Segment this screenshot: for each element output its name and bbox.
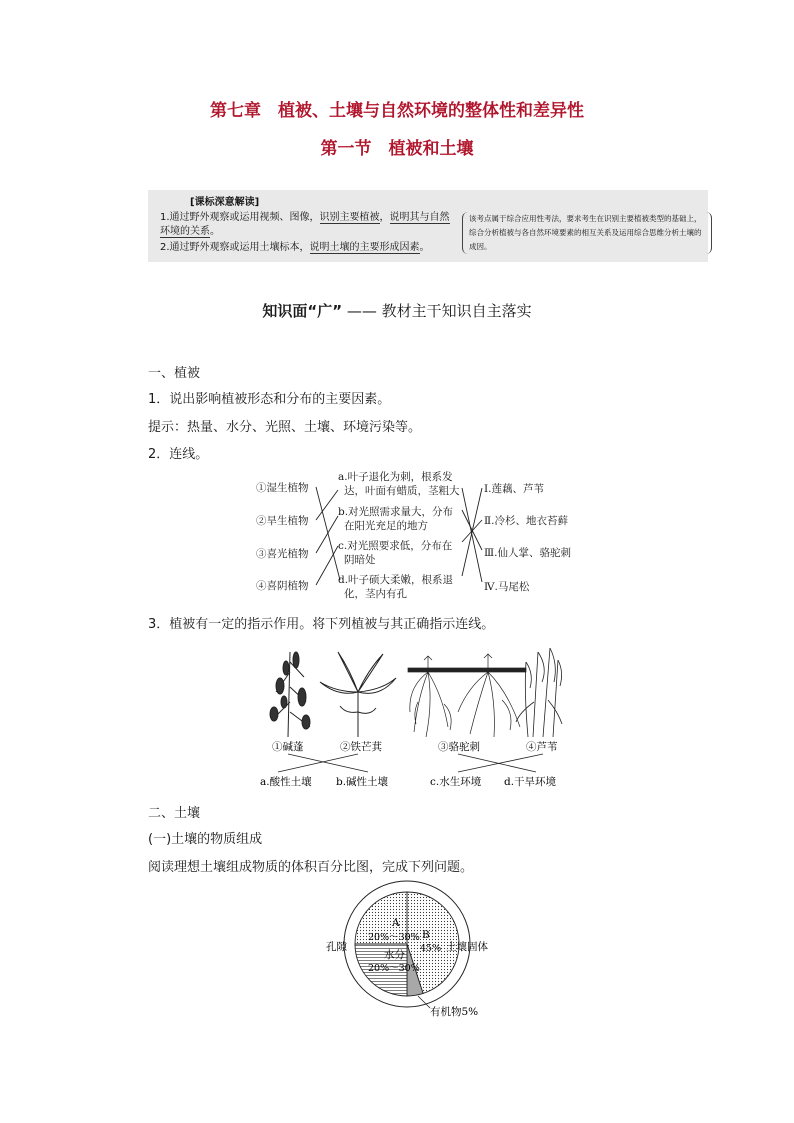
plant-label-3: ③骆驼刺 — [438, 741, 480, 753]
section-heading-rest: 教材主干知识自主落实 — [381, 302, 532, 320]
standards-tag: [课标深意解读] — [190, 197, 260, 208]
standard-2-end: 。 — [419, 242, 430, 253]
match-line-3 — [316, 516, 338, 553]
indicator-line-1 — [288, 754, 368, 772]
section-heading-bold: 知识面“广” — [262, 302, 343, 320]
standard-2-key: 说明土壤的主要形成因素 — [309, 242, 420, 253]
match-mid-b-1: b.对光照需求量大，分布 — [338, 506, 454, 518]
match-left-2: ②旱生植物 — [256, 515, 309, 527]
pie-label-a: A — [392, 917, 400, 929]
indicator-line-2 — [278, 754, 358, 772]
match-line-2 — [316, 490, 338, 520]
pie-outer-label-pores: 孔隙 — [326, 941, 347, 953]
standard-item-1 — [160, 211, 450, 239]
part2-subheading: (一)土壤的物质组成 — [148, 832, 263, 847]
standard-item-2 — [160, 241, 450, 255]
indicator-lines — [278, 754, 543, 772]
pie-label-a-value: 20%～30% — [368, 932, 420, 943]
part2-instruction: 阅读理想土壤组成物质的体积百分比图，完成下列问题。 — [148, 860, 474, 875]
pie-label-b-value: 45% — [420, 943, 442, 954]
plant-illustrations — [258, 642, 568, 792]
match-mid-c-2: 阴暗处 — [344, 554, 376, 566]
plant-3-illustration — [408, 654, 526, 737]
indicator-label-c: c.水生环境 — [430, 776, 482, 788]
standard-1-text: 1.通过野外观察或运用视频、图像， — [160, 212, 320, 223]
plant-label-1: ①碱蓬 — [272, 741, 304, 753]
match-mid-a-2: 达，叶面有蜡质，茎粗大 — [344, 485, 460, 497]
standard-2-text: 2.通过野外观察或运用土壤标本， — [160, 242, 310, 253]
pie-label-water-value: 20%～30% — [368, 963, 420, 974]
plant-label-4: ④芦苇 — [526, 741, 558, 753]
plant-2-illustration — [320, 652, 396, 737]
match-right-4: Ⅳ.马尾松 — [484, 581, 530, 593]
match-left-4: ④喜阴植物 — [256, 580, 309, 592]
pie-label-organic: 有机物5% — [430, 1006, 479, 1018]
section-title: 第一节 植被和土壤 — [320, 139, 474, 159]
match-mid-b-2: 在阳光充足的地方 — [344, 520, 428, 532]
question-3: 3．植被有一定的指示作用。将下列植被与其正确指示连线。 — [148, 617, 495, 632]
pie-outer-label-solid: 土壤固体 — [446, 941, 488, 953]
match-left-3: ③喜光植物 — [256, 548, 309, 560]
indicator-label-d: d.干旱环境 — [504, 776, 557, 788]
match-mid-c-1: c.对光照要求低，分布在 — [338, 540, 453, 552]
standard-1-key-2: 说明其与自然环境的关系 — [160, 212, 450, 237]
question-1: 1．说出影响植被形态和分布的主要因素。 — [148, 392, 391, 407]
section-heading-dash: —— — [342, 302, 382, 320]
standard-1-key-1: 识别主要植被 — [319, 212, 380, 223]
match-mid-a-1: a.叶子退化为刺，根系发 — [338, 471, 453, 483]
indicator-label-b: b.碱性土壤 — [336, 776, 389, 788]
plant-1-illustration — [270, 652, 310, 737]
pie-label-water: 水分 — [384, 949, 405, 961]
plant-4-illustration — [516, 648, 562, 737]
match-right-1: Ⅰ.莲藕、芦苇 — [484, 483, 544, 495]
hint-1: 提示：热量、水分、光照、土壤、环境污染等。 — [148, 420, 422, 435]
match-right-2: Ⅱ.冷杉、地衣苔藓 — [484, 515, 568, 527]
pie-slices — [355, 892, 459, 996]
matching-lines — [316, 487, 482, 585]
chapter-title: 第七章 植被、土壤与自然环境的整体性和差异性 — [210, 101, 584, 121]
section-heading — [0, 300, 794, 321]
match-left-1: ①湿生植物 — [256, 482, 309, 494]
standard-1-sep: ， — [379, 212, 390, 223]
soil-composition-chart — [320, 878, 500, 1018]
part1-heading: 一、植被 — [148, 366, 201, 381]
standards-list — [160, 211, 450, 257]
match-right-3: Ⅲ.仙人掌、骆驼刺 — [484, 547, 571, 559]
standard-1-end: 。 — [210, 226, 220, 237]
match-mid-d-2: 化，茎内有孔 — [344, 588, 407, 600]
match-line-4 — [316, 546, 338, 585]
part2-heading: 二、土壤 — [148, 806, 201, 821]
matching-diagram — [250, 470, 580, 600]
indicator-label-a: a.酸性土壤 — [260, 776, 312, 788]
match-mid-d-1: d.叶子硕大柔嫩，根系退 — [338, 574, 454, 586]
pie-label-b: B — [422, 929, 430, 941]
question-2: 2．连线。 — [148, 447, 209, 462]
standards-note: 该考点属于综合应用性考法，要求考生在识别主要植被类型的基础上，综合分析植被与各自然环境要素的相互关系及运用综合思维分析土壤的成因。 — [462, 212, 712, 254]
plant-label-2: ②铁芒萁 — [340, 741, 382, 753]
